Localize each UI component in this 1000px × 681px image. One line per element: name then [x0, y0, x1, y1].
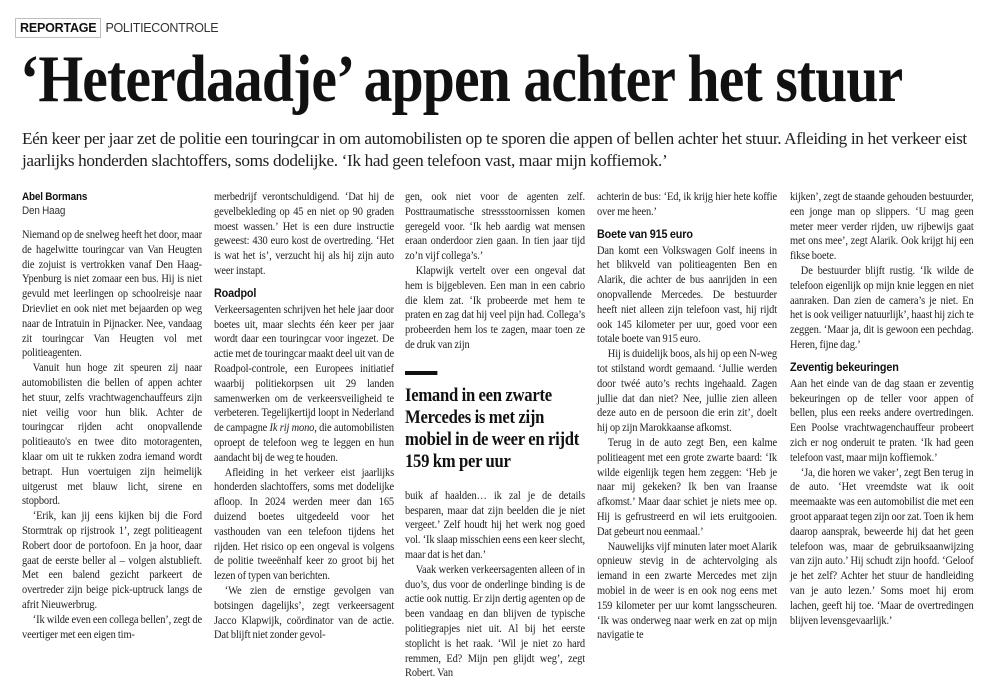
- paragraph: merbedrijf verontschuldigend. ‘Dat hij de gevelbekleding op 45 en niet op 90 graden moest wassen.’ Het is een dure instructie geweest: 430 euro kost de overtreding. ‘Het is wat het is’, verzucht hij als hij zijn auto weer instapt.: [214, 190, 394, 277]
- subheading-boete: Boete van 915 euro: [597, 226, 693, 241]
- paragraph: ‘We zien de ernstige gevolgen van botsingen dagelijks’, zegt verkeersagent Jacco Klapwijk, coördinator van de actie. Dat blijft niet zonder gevol-: [214, 583, 394, 642]
- section-label: [15, 17, 218, 39]
- subheading-roadpol: Roadpol: [214, 285, 257, 300]
- text: , die automobilisten oproept de telefoon weg te leggen en hun aandacht bij de weg te houden.: [214, 421, 394, 464]
- paragraph: [214, 303, 394, 466]
- column-2: [214, 190, 394, 643]
- byline-author: Abel Bormans: [22, 191, 88, 203]
- column-1: [22, 190, 202, 642]
- paragraph: Hij is duidelijk boos, als hij op een N-weg tot stilstand wordt gemaand. ‘Jullie werden door twéé auto’s rechts ingehaald. Zagen jullie dat dan niet? Nee, jullie zien alleen deze auto en de persoon die erin zit’, doelt hij op zijn Marokkaanse afkomst.: [597, 347, 777, 435]
- paragraph: Nauwelijks vijf minuten later moet Alarik opnieuw stevig in de achtervolging als iemand in een zwarte Mercedes met zijn mobiel in de weer is en ook nog eens met 159 kilometer per uur komt langsscheuren. ‘Ik was onderweg naar werk en zat op mijn navigatie te: [597, 539, 777, 642]
- paragraph: ‘Ik wilde even een collega bellen’, zegt de veertiger met een eigen tim-: [22, 612, 202, 641]
- paragraph: buik af haalden… ik zal je de details besparen, maar dat zijn beelden die je niet vergeet.’ Zelf houdt hij het werk nog goed vol. ‘Ik slaap misschien eens een keer slecht, maar dat is het dan.’: [405, 488, 585, 561]
- pull-quote-rule: [405, 371, 437, 375]
- paragraph: Vaak werken verkeersagenten alleen of in duo’s, dus voor de onderlinge binding is de actie ook nuttig. Er zijn dertig agenten op de been vandaag en dan blijven de typische politiegrapjes niet uit. Al bij het eerste stoplicht is het raak. ‘Wil je niet zo hard remmen, Ed? Mijn pen glijdt weg’, zegt Robert. Van: [405, 562, 585, 680]
- column-5: [790, 190, 974, 628]
- paragraph: gen, ook niet voor de agenten zelf. Posttraumatische stressstoornissen komen geregeld voor. ‘Ik heb aardig wat mensen eraan onderdoor zien gaan. In tien jaar tijd zo’n vijf collega’s.’: [405, 190, 585, 263]
- paragraph: Terug in de auto zegt Ben, een kalme politieagent met een grote zwarte baard: ‘Ik wilde eigenlijk tegen hem zeggen: ‘Heb je naar mij gekeken? Ik ben van Iraanse afkomst.’ Maar daar schiet je niets mee op. Hij is gefrustreerd en wil iets eruitgooien. Dat gebeurt nou eenmaal.’: [597, 435, 777, 538]
- subheading-bekeuringen: Zeventig bekeuringen: [790, 359, 899, 374]
- paragraph: ‘Ja, die horen we vaker’, zegt Ben terug in de auto. ‘Het vreemdste wat ik ooit meemaakte was een automobilist die met een groot apparaat tegen zijn oor zat. Toen ik hem daarop aansprak, beweerde hij dat het geen telefoon was, maar de gebruiksaanwijzing van zijn auto.’ Hij schudt zijn hoofd. ‘Geloof je het zelf? Achter het stuur de handleiding van je auto lezen.’ Soms moet hij erom lachen, geeft hij toe. ‘Maar de overtredingen blijven levensgevaarlijk.’: [790, 465, 974, 627]
- article-intro: Eén keer per jaar zet de politie een touringcar in om automobilisten op te sporen die appen of bellen achter het stuur. Afleiding in het verkeer eist jaarlijks honderden slachtoffers, soms dodelijke. ‘Ik had geen telefoon vast, maar mijn koffiemok.’: [22, 129, 967, 170]
- pull-quote: [405, 371, 585, 473]
- paragraph: kijken’, zegt de staande gehouden bestuurder, een jonge man op slippers. ‘U mag geen meter meer verder rijden, uw rijbewijs gaat met ons mee’, zegt Alarik. Ook krijgt hij een fikse boete.: [790, 190, 974, 263]
- column-4: [597, 190, 777, 643]
- paragraph: Niemand op de snelweg heeft het door, maar de hagelwitte touringcar van Van Heugten die zojuist is vertrokken vanaf Den Haag-Ypenburg is niet zomaar een bus. Hij is niet gevuld met leerlingen op schoolreisje naar Drievliet en ook niet met bejaarden op weg naar de Intratuin in Pijnacker. Nee, vandaag zit touringcar Van Heugten vol met politieagenten.: [22, 228, 202, 360]
- paragraph: achterin de bus: ‘Ed, ik krijg hier hete koffie over me heen.’: [597, 190, 777, 218]
- column-3: [405, 190, 585, 681]
- section-tag: REPORTAGE: [15, 18, 101, 38]
- pull-quote-text: Iemand in een zwarte Mercedes is met zijn mobiel in de weer en rijdt 159 km per uur: [405, 385, 579, 472]
- paragraph: Klapwijk vertelt over een ongeval dat hem is bijgebleven. Een man in een cabrio die klem zat. ‘Ik probeerde met hem te praten en zag dat hij veel pijn had. Collega’s probeerden hem los te zagen, maar toen ze de druk van zijn: [405, 263, 585, 351]
- paragraph: Dan komt een Volkswagen Golf ineens in het blikveld van politieagenten Ben en Alarik, die achter de bus aanrijden in een onopvallende Mercedes. De bestuurder heeft niet alleen zijn telefoon vast, hij rijdt ook 145 kilometer per uur, goed voor een totale boete van 915 euro.: [597, 243, 777, 346]
- text: Verkeersagenten schrijven het hele jaar door boetes uit, maar slechts één keer per jaar wordt daar een touringcar voor ingezet. De actie met de touringcar maakt deel uit van de Roadpol-controle, een Europees initiatief waarbij politiekorpsen uit 29 landen samenwerken om de verkeersveiligheid te verbeteren. Tegelijkertijd loopt in Nederland de campagne: [214, 302, 394, 435]
- paragraph: Afleiding in het verkeer eist jaarlijks honderden slachtoffers, soms met dodelijke afloop. In 2024 werden meer dan 165 duizend boetes uitgedeeld voor het vasthouden van een telefoon tijdens het rijden. Het risico op een ongeval is volgens de politie tweeënhalf keer zo groot bij het lezen of typen van berichten.: [214, 465, 394, 583]
- campaign-name: Ik rij mono: [269, 421, 315, 435]
- paragraph: Aan het einde van de dag staan er zeventig bekeuringen op de teller voor appen of bellen, plus een reeks andere overtredingen. Een Poolse vrachtwagenchauffeur probeert zich er nog onderuit te praten. ‘Ik had geen telefoon vast, maar mijn koffiemok.’: [790, 376, 974, 464]
- paragraph: Vanuit hun hoge zit speuren zij naar automobilisten die bellen of appen achter het stuur, zelfs vrachtwagenchauffeurs zijn niet veilig voor hun blik. Achter de touringcar rijden acht onopvallende politieauto's en twee dito motoragenten, klaar om uit te rukken zodra iemand wordt betrapt. Hun voertuigen zijn heimelijk uitgerust met blauw licht, sirene en stopbord.: [22, 361, 202, 508]
- byline-location: Den Haag: [22, 205, 66, 217]
- category-tag: POLITIECONTROLE: [105, 21, 219, 35]
- paragraph: De bestuurder blijft rustig. ‘Ik wilde de telefoon eigenlijk op mijn knie leggen en niet aanraken. Dan zien de camera’s je niet. En het is ook veiliger natuurlijk’, haast hij zich te zeggen. ‘Maar ja, dit is gewoon een pechdag. Heren, fijne dag.’: [790, 263, 974, 351]
- article-headline: ‘Heterdaadje’ appen achter het stuur: [20, 42, 903, 116]
- paragraph: ‘Erik, kan jij eens kijken bij die Ford Stormtrak op rijstrook 1’, zegt politieagent Robert door de portofoon. En ja hoor, daar gaat de eerste beller al – volgen alstublieft. Met een balend gezicht parkeert de overtreder zijn beige pick-uptruck langs de afrit Nieuwerbrug.: [22, 509, 202, 611]
